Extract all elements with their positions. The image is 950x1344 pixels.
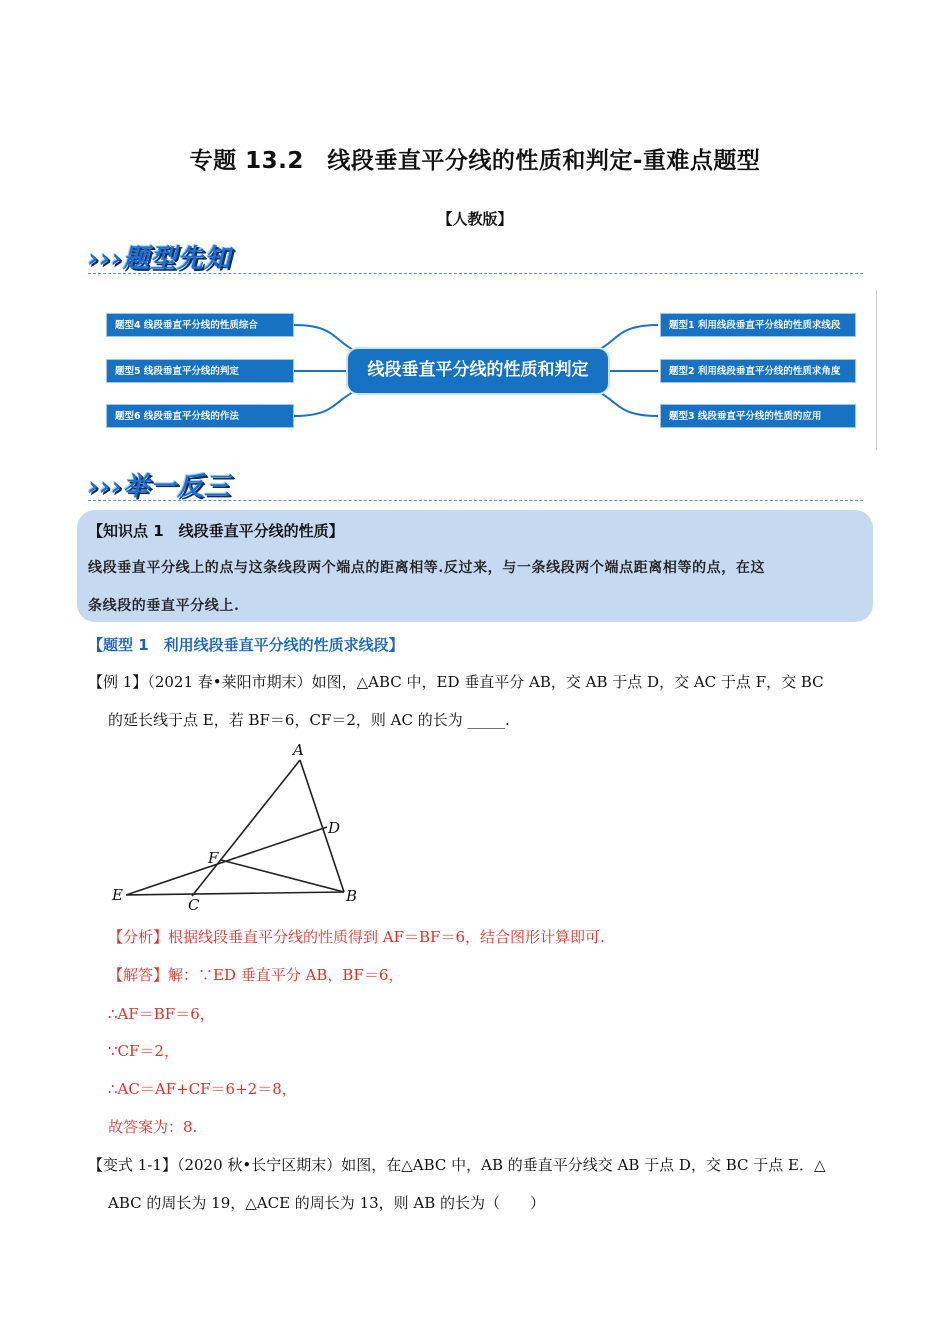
mind-map-center: 线段垂直平分线的性质和判定 <box>346 347 610 395</box>
mind-map <box>88 290 877 450</box>
type1-heading: 【题型 1 利用线段垂直平分线的性质求线段】 <box>88 636 404 654</box>
solution-line2: ∴AF＝BF＝6， <box>108 1005 215 1023</box>
mind-map-node-type1: 题型1 利用线段垂直平分线的性质求线段 <box>660 313 856 337</box>
point-label-a: A <box>293 741 304 759</box>
page-title: 专题 13.2 线段垂直平分线的性质和判定-重难点题型 <box>189 148 761 174</box>
solution-line3: ∵CF＝2， <box>108 1042 179 1060</box>
mind-map-node-type5: 题型5 线段垂直平分线的判定 <box>106 359 294 383</box>
example1-label: 【例 1】 <box>88 673 148 691</box>
analysis-line <box>108 926 605 947</box>
mind-map-node-type2: 题型2 利用线段垂直平分线的性质求角度 <box>660 359 856 383</box>
banner-practice: ›››举一反三 <box>88 472 232 502</box>
variant-text: （2020 秋•长宁区期末）如图，在△ABC 中，AB 的垂直平分线交 AB 于点 D，交 BC 于点 E．△ <box>176 1156 826 1174</box>
mind-map-node-type4: 题型4 线段垂直平分线的性质综合 <box>106 313 294 337</box>
point-label-d: D <box>328 819 341 837</box>
divider <box>88 273 863 274</box>
solution-line1 <box>108 964 403 985</box>
knowledge-text-line1: 线段垂直平分线上的点与这条线段两个端点的距离相等.反过来，与一条线段两个端点距离相等的点，在这 <box>88 560 766 576</box>
point-label-e: E <box>112 886 123 904</box>
page-subtitle: 【人教版】 <box>437 210 513 228</box>
knowledge-title: 【知识点 1 线段垂直平分线的性质】 <box>88 522 344 540</box>
analysis-text: 根据线段垂直平分线的性质得到 AF＝BF＝6，结合图形计算即可. <box>168 928 605 946</box>
variant-line2: ABC 的周长为 19，△ACE 的周长为 13，则 AB 的长为（ ） <box>108 1194 546 1212</box>
solution-text: 解：∵ED 垂直平分 AB，BF＝6， <box>168 966 404 984</box>
solution-tag: 【解答】 <box>108 966 169 984</box>
example1-line1 <box>88 671 878 693</box>
solution-line5: 故答案为：8. <box>108 1118 198 1136</box>
banner-preview: ›››题型先知 <box>88 244 232 274</box>
variant-label: 【变式 1-1】 <box>88 1156 177 1174</box>
solution-line4: ∴AC＝AF+CF＝6+2＝8， <box>108 1080 297 1098</box>
example1-line2: 的延长线于点 E，若 BF＝6，CF＝2，则 AC 的长为 _____. <box>108 711 510 729</box>
divider <box>88 500 863 501</box>
mind-map-node-type3: 题型3 线段垂直平分线的性质的应用 <box>660 404 856 428</box>
mind-map-node-type6: 题型6 线段垂直平分线的作法 <box>106 404 294 428</box>
variant-line1 <box>88 1154 878 1176</box>
point-label-f: F <box>208 849 219 867</box>
point-label-b: B <box>346 887 358 905</box>
point-label-c: C <box>188 896 200 914</box>
knowledge-text-line2: 条线段的垂直平分线上. <box>88 598 240 614</box>
triangle-figure <box>104 738 374 918</box>
example1-text: （2021 春•莱阳市期末）如图，△ABC 中，ED 垂直平分 AB，交 AB 于点 D，交 AC 于点 F，交 BC <box>147 673 824 691</box>
analysis-tag: 【分析】 <box>108 928 169 946</box>
